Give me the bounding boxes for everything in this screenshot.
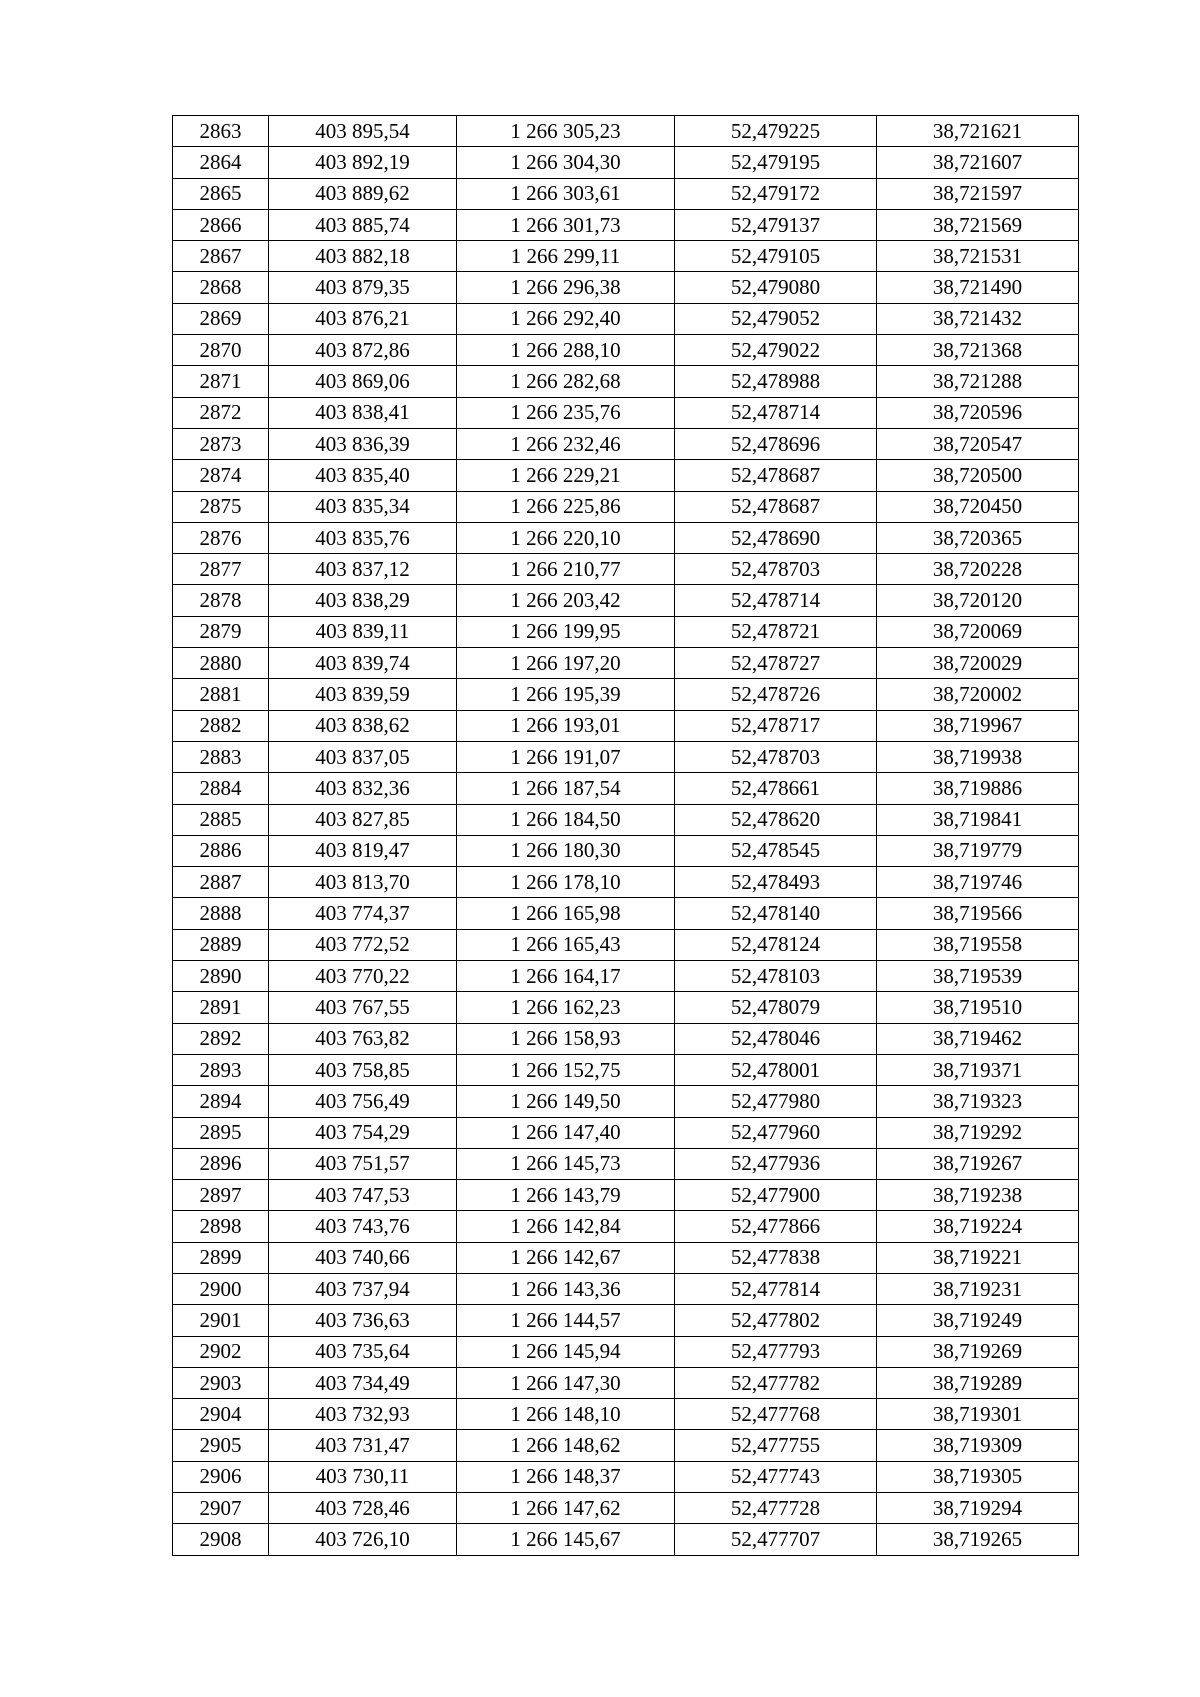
point-number-cell: 2876 [173,522,269,553]
y-coordinate-cell: 1 266 303,61 [457,178,675,209]
point-number-cell: 2884 [173,773,269,804]
x-coordinate-cell: 403 728,46 [269,1493,457,1524]
latitude-cell: 52,478703 [675,554,877,585]
x-coordinate-cell: 403 737,94 [269,1273,457,1304]
coordinates-table [172,115,1079,1556]
point-number-cell: 2882 [173,710,269,741]
latitude-cell: 52,478696 [675,428,877,459]
table-row [173,835,1079,866]
longitude-cell: 38,719267 [877,1148,1079,1179]
point-number-cell: 2888 [173,898,269,929]
x-coordinate-cell: 403 767,55 [269,992,457,1023]
x-coordinate-cell: 403 827,85 [269,804,457,835]
x-coordinate-cell: 403 839,59 [269,679,457,710]
point-number-cell: 2892 [173,1023,269,1054]
latitude-cell: 52,479105 [675,241,877,272]
longitude-cell: 38,719305 [877,1461,1079,1492]
point-number-cell: 2908 [173,1524,269,1555]
table-row [173,961,1079,992]
longitude-cell: 38,719265 [877,1524,1079,1555]
point-number-cell: 2887 [173,867,269,898]
point-number-cell: 2895 [173,1117,269,1148]
x-coordinate-cell: 403 889,62 [269,178,457,209]
longitude-cell: 38,719510 [877,992,1079,1023]
latitude-cell: 52,477707 [675,1524,877,1555]
x-coordinate-cell: 403 819,47 [269,835,457,866]
point-number-cell: 2871 [173,366,269,397]
longitude-cell: 38,719323 [877,1086,1079,1117]
longitude-cell: 38,720120 [877,585,1079,616]
point-number-cell: 2879 [173,616,269,647]
latitude-cell: 52,478690 [675,522,877,553]
point-number-cell: 2891 [173,992,269,1023]
table-row [173,178,1079,209]
y-coordinate-cell: 1 266 158,93 [457,1023,675,1054]
x-coordinate-cell: 403 895,54 [269,116,457,147]
x-coordinate-cell: 403 754,29 [269,1117,457,1148]
point-number-cell: 2880 [173,648,269,679]
table-row [173,428,1079,459]
y-coordinate-cell: 1 266 178,10 [457,867,675,898]
x-coordinate-cell: 403 835,34 [269,491,457,522]
table-row [173,1117,1079,1148]
point-number-cell: 2873 [173,428,269,459]
latitude-cell: 52,478124 [675,929,877,960]
point-number-cell: 2894 [173,1086,269,1117]
latitude-cell: 52,478620 [675,804,877,835]
longitude-cell: 38,720500 [877,460,1079,491]
longitude-cell: 38,720547 [877,428,1079,459]
y-coordinate-cell: 1 266 197,20 [457,648,675,679]
latitude-cell: 52,478988 [675,366,877,397]
y-coordinate-cell: 1 266 143,36 [457,1273,675,1304]
longitude-cell: 38,719779 [877,835,1079,866]
y-coordinate-cell: 1 266 195,39 [457,679,675,710]
table-row [173,867,1079,898]
y-coordinate-cell: 1 266 199,95 [457,616,675,647]
table-row [173,522,1079,553]
latitude-cell: 52,478727 [675,648,877,679]
y-coordinate-cell: 1 266 220,10 [457,522,675,553]
table-row [173,272,1079,303]
table-row [173,554,1079,585]
longitude-cell: 38,719309 [877,1430,1079,1461]
longitude-cell: 38,720365 [877,522,1079,553]
point-number-cell: 2886 [173,835,269,866]
y-coordinate-cell: 1 266 143,79 [457,1180,675,1211]
longitude-cell: 38,721490 [877,272,1079,303]
y-coordinate-cell: 1 266 225,86 [457,491,675,522]
y-coordinate-cell: 1 266 145,94 [457,1336,675,1367]
table-row [173,1367,1079,1398]
point-number-cell: 2897 [173,1180,269,1211]
y-coordinate-cell: 1 266 164,17 [457,961,675,992]
longitude-cell: 38,721368 [877,335,1079,366]
longitude-cell: 38,719539 [877,961,1079,992]
longitude-cell: 38,721607 [877,147,1079,178]
longitude-cell: 38,719292 [877,1117,1079,1148]
y-coordinate-cell: 1 266 148,37 [457,1461,675,1492]
table-row [173,303,1079,334]
x-coordinate-cell: 403 770,22 [269,961,457,992]
point-number-cell: 2893 [173,1054,269,1085]
latitude-cell: 52,479022 [675,335,877,366]
latitude-cell: 52,478046 [675,1023,877,1054]
longitude-cell: 38,720029 [877,648,1079,679]
latitude-cell: 52,478545 [675,835,877,866]
table-row [173,1336,1079,1367]
table-row [173,773,1079,804]
x-coordinate-cell: 403 835,76 [269,522,457,553]
point-number-cell: 2877 [173,554,269,585]
y-coordinate-cell: 1 266 148,62 [457,1430,675,1461]
longitude-cell: 38,719558 [877,929,1079,960]
y-coordinate-cell: 1 266 210,77 [457,554,675,585]
x-coordinate-cell: 403 839,11 [269,616,457,647]
table-row [173,1305,1079,1336]
longitude-cell: 38,719462 [877,1023,1079,1054]
x-coordinate-cell: 403 869,06 [269,366,457,397]
latitude-cell: 52,478661 [675,773,877,804]
y-coordinate-cell: 1 266 144,57 [457,1305,675,1336]
latitude-cell: 52,477936 [675,1148,877,1179]
x-coordinate-cell: 403 837,05 [269,741,457,772]
longitude-cell: 38,719746 [877,867,1079,898]
longitude-cell: 38,719289 [877,1367,1079,1398]
latitude-cell: 52,479080 [675,272,877,303]
latitude-cell: 52,477960 [675,1117,877,1148]
x-coordinate-cell: 403 730,11 [269,1461,457,1492]
longitude-cell: 38,721531 [877,241,1079,272]
x-coordinate-cell: 403 838,41 [269,397,457,428]
point-number-cell: 2899 [173,1242,269,1273]
y-coordinate-cell: 1 266 305,23 [457,116,675,147]
y-coordinate-cell: 1 266 203,42 [457,585,675,616]
x-coordinate-cell: 403 743,76 [269,1211,457,1242]
table-row [173,335,1079,366]
x-coordinate-cell: 403 756,49 [269,1086,457,1117]
x-coordinate-cell: 403 774,37 [269,898,457,929]
longitude-cell: 38,719221 [877,1242,1079,1273]
x-coordinate-cell: 403 837,12 [269,554,457,585]
table-row [173,648,1079,679]
x-coordinate-cell: 403 732,93 [269,1399,457,1430]
latitude-cell: 52,477980 [675,1086,877,1117]
x-coordinate-cell: 403 879,35 [269,272,457,303]
point-number-cell: 2903 [173,1367,269,1398]
x-coordinate-cell: 403 885,74 [269,209,457,240]
point-number-cell: 2904 [173,1399,269,1430]
table-row [173,366,1079,397]
longitude-cell: 38,720002 [877,679,1079,710]
longitude-cell: 38,719249 [877,1305,1079,1336]
y-coordinate-cell: 1 266 301,73 [457,209,675,240]
y-coordinate-cell: 1 266 145,67 [457,1524,675,1555]
x-coordinate-cell: 403 772,52 [269,929,457,960]
x-coordinate-cell: 403 872,86 [269,335,457,366]
point-number-cell: 2901 [173,1305,269,1336]
y-coordinate-cell: 1 266 147,62 [457,1493,675,1524]
latitude-cell: 52,478103 [675,961,877,992]
table-row [173,1430,1079,1461]
y-coordinate-cell: 1 266 180,30 [457,835,675,866]
x-coordinate-cell: 403 892,19 [269,147,457,178]
y-coordinate-cell: 1 266 184,50 [457,804,675,835]
y-coordinate-cell: 1 266 142,84 [457,1211,675,1242]
point-number-cell: 2907 [173,1493,269,1524]
longitude-cell: 38,719231 [877,1273,1079,1304]
longitude-cell: 38,720596 [877,397,1079,428]
table-row [173,679,1079,710]
longitude-cell: 38,720450 [877,491,1079,522]
point-number-cell: 2896 [173,1148,269,1179]
latitude-cell: 52,477728 [675,1493,877,1524]
y-coordinate-cell: 1 266 165,43 [457,929,675,960]
longitude-cell: 38,720069 [877,616,1079,647]
longitude-cell: 38,719294 [877,1493,1079,1524]
y-coordinate-cell: 1 266 292,40 [457,303,675,334]
table-row [173,209,1079,240]
point-number-cell: 2875 [173,491,269,522]
y-coordinate-cell: 1 266 142,67 [457,1242,675,1273]
x-coordinate-cell: 403 731,47 [269,1430,457,1461]
table-row [173,1148,1079,1179]
point-number-cell: 2890 [173,961,269,992]
y-coordinate-cell: 1 266 152,75 [457,1054,675,1085]
latitude-cell: 52,478493 [675,867,877,898]
point-number-cell: 2865 [173,178,269,209]
table-row [173,1273,1079,1304]
x-coordinate-cell: 403 763,82 [269,1023,457,1054]
table-row [173,1211,1079,1242]
table-row [173,1023,1079,1054]
y-coordinate-cell: 1 266 235,76 [457,397,675,428]
x-coordinate-cell: 403 839,74 [269,648,457,679]
x-coordinate-cell: 403 882,18 [269,241,457,272]
longitude-cell: 38,719269 [877,1336,1079,1367]
x-coordinate-cell: 403 726,10 [269,1524,457,1555]
table-row [173,1493,1079,1524]
table-row [173,147,1079,178]
point-number-cell: 2878 [173,585,269,616]
table-row [173,1242,1079,1273]
latitude-cell: 52,477866 [675,1211,877,1242]
y-coordinate-cell: 1 266 187,54 [457,773,675,804]
y-coordinate-cell: 1 266 296,38 [457,272,675,303]
x-coordinate-cell: 403 835,40 [269,460,457,491]
point-number-cell: 2874 [173,460,269,491]
y-coordinate-cell: 1 266 147,30 [457,1367,675,1398]
point-number-cell: 2869 [173,303,269,334]
y-coordinate-cell: 1 266 193,01 [457,710,675,741]
y-coordinate-cell: 1 266 304,30 [457,147,675,178]
longitude-cell: 38,721432 [877,303,1079,334]
longitude-cell: 38,719238 [877,1180,1079,1211]
latitude-cell: 52,478721 [675,616,877,647]
x-coordinate-cell: 403 751,57 [269,1148,457,1179]
point-number-cell: 2883 [173,741,269,772]
latitude-cell: 52,479052 [675,303,877,334]
longitude-cell: 38,721621 [877,116,1079,147]
table-row [173,1399,1079,1430]
x-coordinate-cell: 403 832,36 [269,773,457,804]
latitude-cell: 52,478714 [675,397,877,428]
longitude-cell: 38,721597 [877,178,1079,209]
point-number-cell: 2900 [173,1273,269,1304]
latitude-cell: 52,479137 [675,209,877,240]
point-number-cell: 2868 [173,272,269,303]
table-row [173,460,1079,491]
point-number-cell: 2885 [173,804,269,835]
latitude-cell: 52,478726 [675,679,877,710]
table-row [173,992,1079,1023]
longitude-cell: 38,719841 [877,804,1079,835]
x-coordinate-cell: 403 836,39 [269,428,457,459]
table-row [173,804,1079,835]
table-row [173,116,1079,147]
latitude-cell: 52,479195 [675,147,877,178]
longitude-cell: 38,720228 [877,554,1079,585]
y-coordinate-cell: 1 266 148,10 [457,1399,675,1430]
table-row [173,898,1079,929]
table-row [173,1086,1079,1117]
table-row [173,585,1079,616]
point-number-cell: 2863 [173,116,269,147]
latitude-cell: 52,478717 [675,710,877,741]
x-coordinate-cell: 403 838,62 [269,710,457,741]
x-coordinate-cell: 403 758,85 [269,1054,457,1085]
point-number-cell: 2902 [173,1336,269,1367]
point-number-cell: 2906 [173,1461,269,1492]
x-coordinate-cell: 403 876,21 [269,303,457,334]
latitude-cell: 52,477838 [675,1242,877,1273]
y-coordinate-cell: 1 266 288,10 [457,335,675,366]
latitude-cell: 52,477814 [675,1273,877,1304]
table-row [173,241,1079,272]
latitude-cell: 52,477793 [675,1336,877,1367]
longitude-cell: 38,721288 [877,366,1079,397]
point-number-cell: 2867 [173,241,269,272]
y-coordinate-cell: 1 266 282,68 [457,366,675,397]
point-number-cell: 2889 [173,929,269,960]
longitude-cell: 38,719371 [877,1054,1079,1085]
y-coordinate-cell: 1 266 165,98 [457,898,675,929]
latitude-cell: 52,478703 [675,741,877,772]
point-number-cell: 2870 [173,335,269,366]
point-number-cell: 2872 [173,397,269,428]
latitude-cell: 52,477768 [675,1399,877,1430]
y-coordinate-cell: 1 266 229,21 [457,460,675,491]
y-coordinate-cell: 1 266 162,23 [457,992,675,1023]
point-number-cell: 2898 [173,1211,269,1242]
latitude-cell: 52,479172 [675,178,877,209]
table-row [173,397,1079,428]
longitude-cell: 38,719301 [877,1399,1079,1430]
y-coordinate-cell: 1 266 145,73 [457,1148,675,1179]
table-row [173,1054,1079,1085]
latitude-cell: 52,478687 [675,460,877,491]
y-coordinate-cell: 1 266 299,11 [457,241,675,272]
latitude-cell: 52,477743 [675,1461,877,1492]
latitude-cell: 52,477900 [675,1180,877,1211]
longitude-cell: 38,719967 [877,710,1079,741]
table-row [173,929,1079,960]
point-number-cell: 2866 [173,209,269,240]
longitude-cell: 38,721569 [877,209,1079,240]
table-row [173,710,1079,741]
x-coordinate-cell: 403 736,63 [269,1305,457,1336]
latitude-cell: 52,478079 [675,992,877,1023]
x-coordinate-cell: 403 838,29 [269,585,457,616]
longitude-cell: 38,719886 [877,773,1079,804]
latitude-cell: 52,477782 [675,1367,877,1398]
latitude-cell: 52,479225 [675,116,877,147]
table-row [173,1180,1079,1211]
point-number-cell: 2905 [173,1430,269,1461]
latitude-cell: 52,477802 [675,1305,877,1336]
y-coordinate-cell: 1 266 191,07 [457,741,675,772]
latitude-cell: 52,478714 [675,585,877,616]
latitude-cell: 52,478001 [675,1054,877,1085]
latitude-cell: 52,477755 [675,1430,877,1461]
x-coordinate-cell: 403 740,66 [269,1242,457,1273]
point-number-cell: 2864 [173,147,269,178]
coordinates-table-body [173,116,1079,1556]
latitude-cell: 52,478140 [675,898,877,929]
x-coordinate-cell: 403 813,70 [269,867,457,898]
table-row [173,1461,1079,1492]
table-row [173,616,1079,647]
y-coordinate-cell: 1 266 149,50 [457,1086,675,1117]
y-coordinate-cell: 1 266 232,46 [457,428,675,459]
x-coordinate-cell: 403 735,64 [269,1336,457,1367]
latitude-cell: 52,478687 [675,491,877,522]
x-coordinate-cell: 403 747,53 [269,1180,457,1211]
longitude-cell: 38,719566 [877,898,1079,929]
table-row [173,741,1079,772]
point-number-cell: 2881 [173,679,269,710]
table-row [173,491,1079,522]
x-coordinate-cell: 403 734,49 [269,1367,457,1398]
longitude-cell: 38,719938 [877,741,1079,772]
y-coordinate-cell: 1 266 147,40 [457,1117,675,1148]
longitude-cell: 38,719224 [877,1211,1079,1242]
table-row [173,1524,1079,1555]
